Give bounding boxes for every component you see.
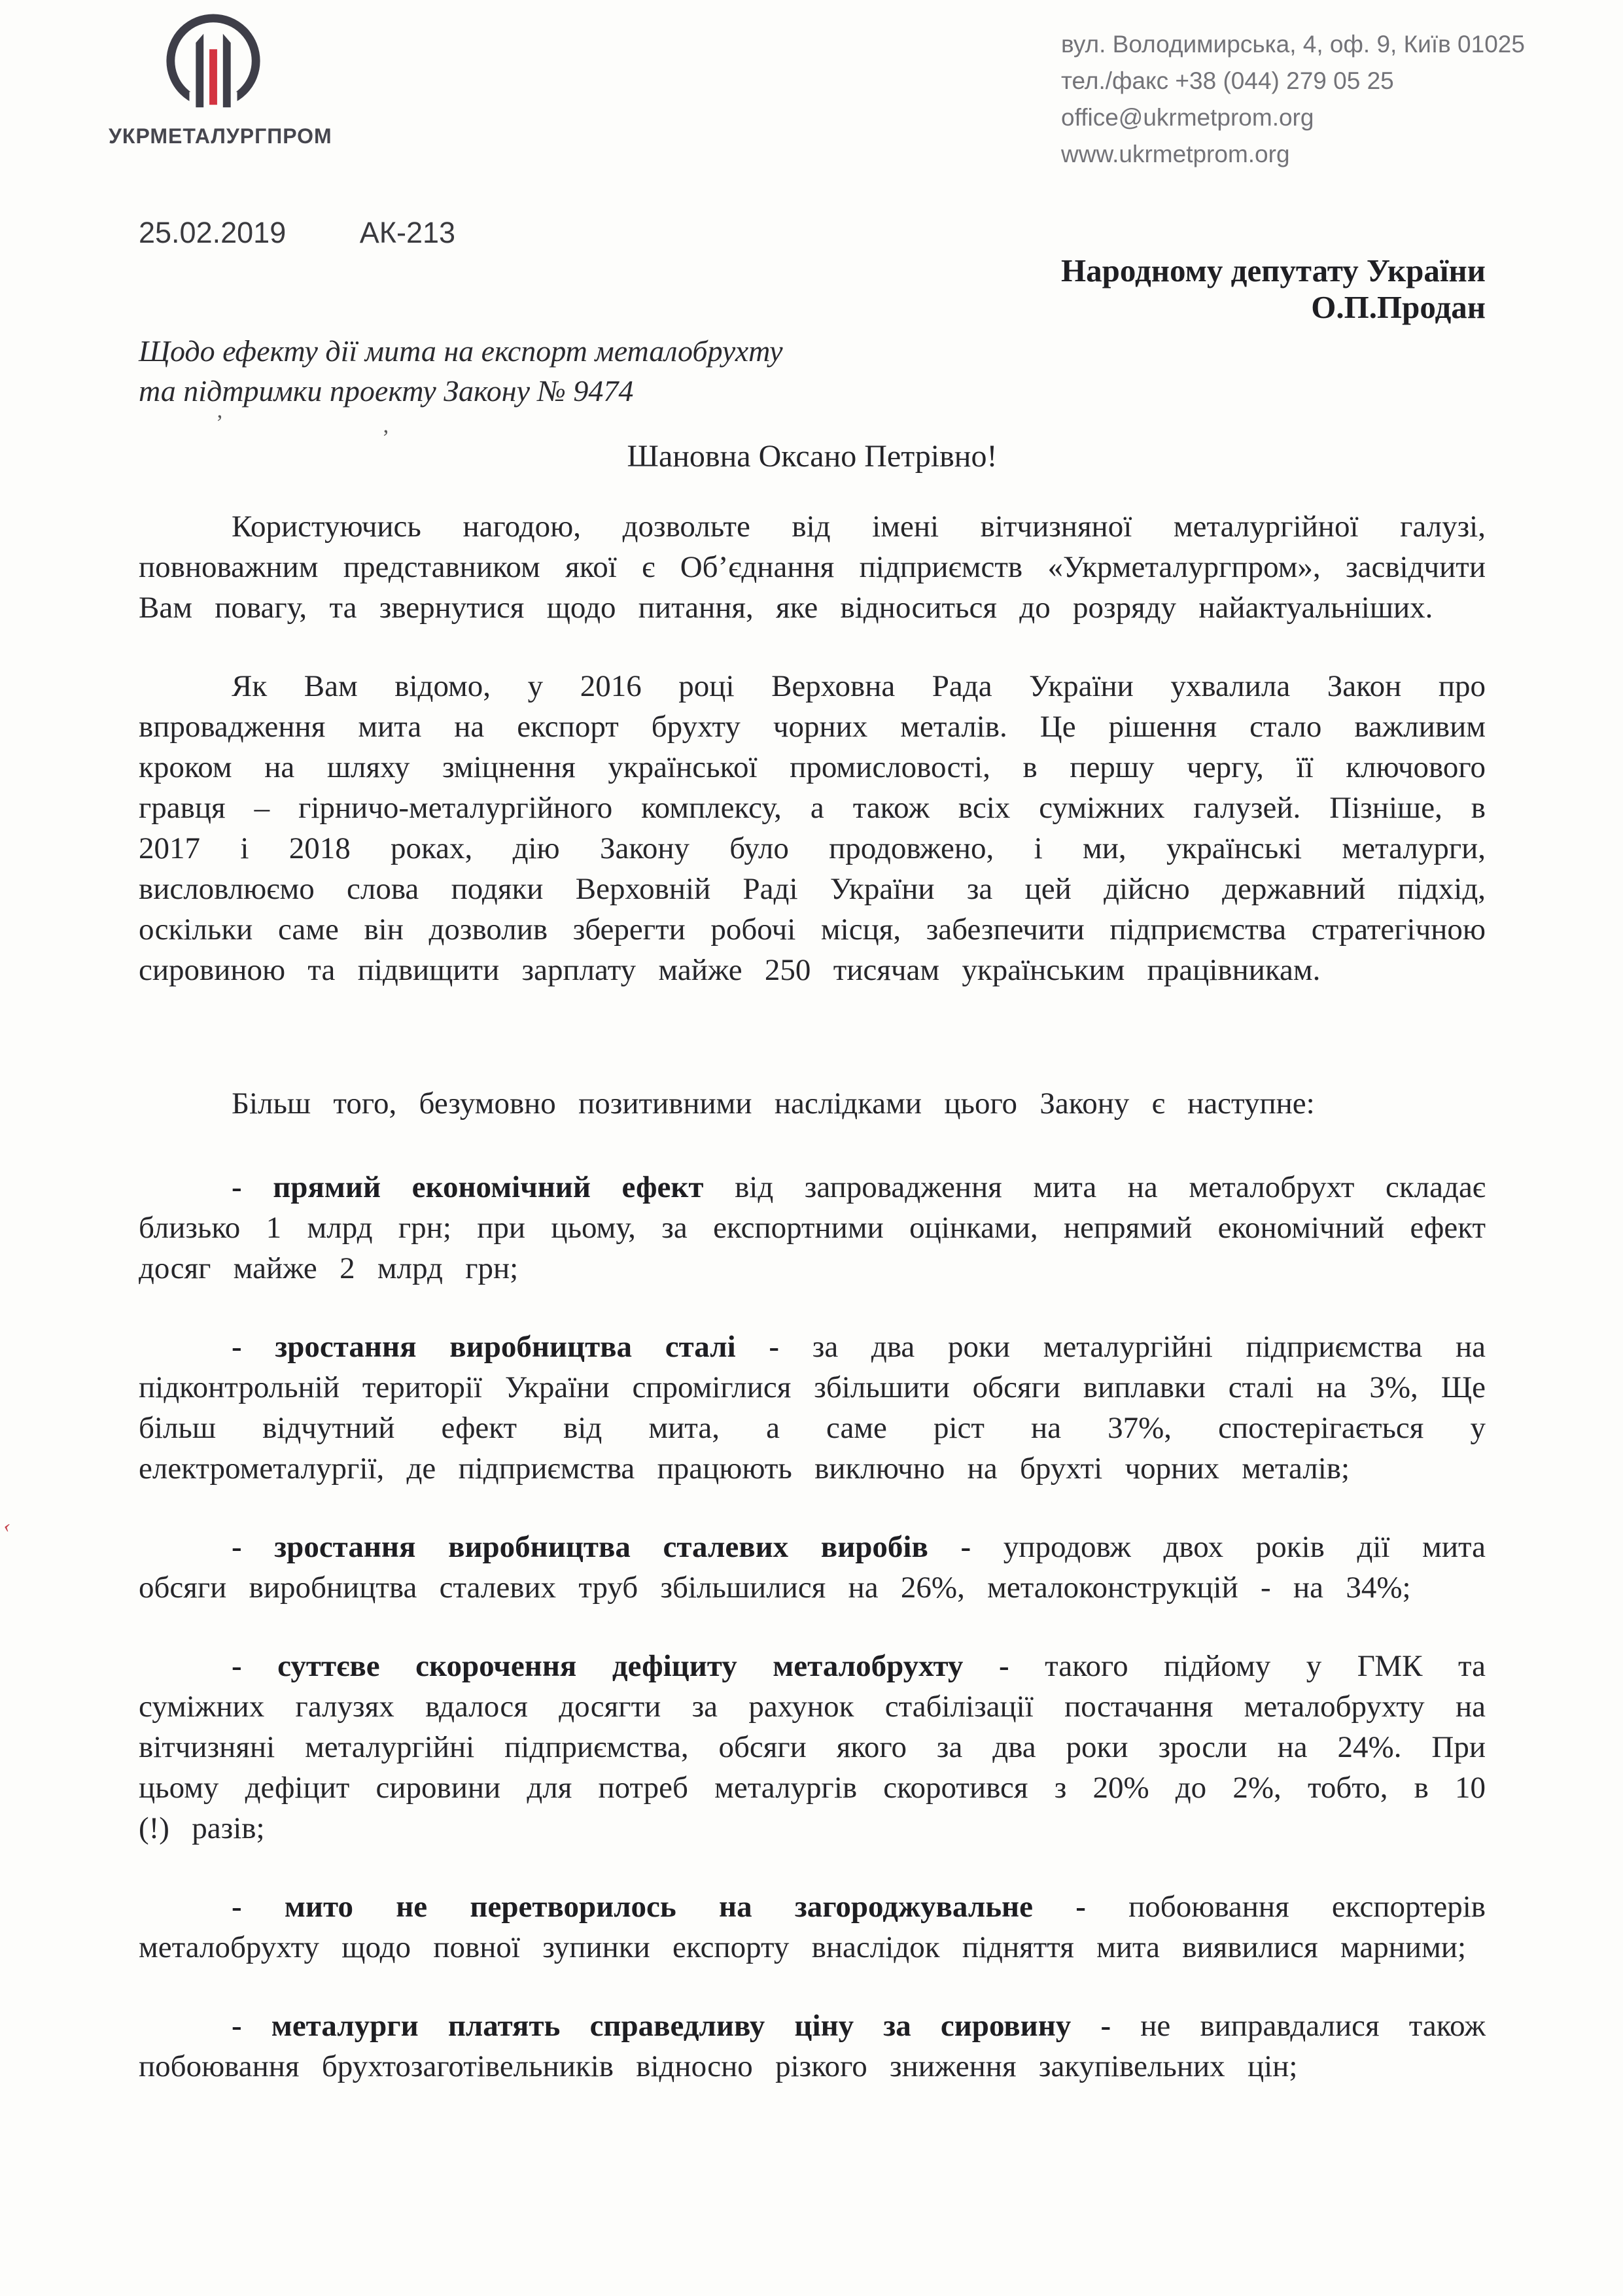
bullet-lead: - металурги платять справедливу ціну за сировину - xyxy=(232,2009,1111,2043)
bullet-rest: такого підйому у ГМК та суміжних галузях вдалося досягти за рахунок стабілізації постачання металобрухту на вітчизняні металургійні підприємства, обсяги якого за два роки зросли на 24%. При цьому дефіцит сировини для потреб металургів скоротився з 20% до 2%, тобто, в 10 (!) разів; xyxy=(139,1649,1486,1845)
recipient-name: О.П.Продан xyxy=(1311,289,1486,325)
bullet-rest: від запровадження мита на металобрухт складає близько 1 млрд грн; при цьому, за експортними оцінками, непрямий економічний ефект досяг майже 2 млрд грн; xyxy=(139,1170,1486,1285)
meta-row xyxy=(139,216,1486,250)
bullet-rest: не виправдалися також побоювання брухтозаготівельників відносно різкого зниження закупівельних цін; xyxy=(139,2009,1486,2083)
bullet-scrap-deficit-reduction xyxy=(139,1646,1486,1849)
contact-email: office@ukrmetprom.org xyxy=(1061,104,1314,131)
bullet-fair-price xyxy=(139,2006,1486,2087)
org-name: УКРМЕТАЛУРГПРОМ xyxy=(109,124,332,148)
bullet-steel-production-growth xyxy=(139,1327,1486,1489)
bullet-lead: - зростання виробництва сталевих виробів - xyxy=(232,1530,971,1564)
bullet-steel-products-growth xyxy=(139,1527,1486,1608)
scan-artifact-row xyxy=(139,411,1486,438)
bullet-rest: побоювання експортерів металобрухту щодо повної зупинки експорту внаслідок підняття мита виявилися марними; xyxy=(139,1890,1486,1964)
bullet-rest: упродовж двох років дії мита обсяги виробництва сталевих труб збільшилися на 26%, металоконструкцій - на 34%; xyxy=(139,1530,1486,1605)
contact-address: вул. Володимирська, 4, оф. 9, Київ 01025 xyxy=(1061,31,1525,58)
bullet-duty-not-prohibitive xyxy=(139,1887,1486,1968)
contact-phone: тел./факс +38 (044) 279 05 25 xyxy=(1061,67,1394,94)
letter-ref-number: АК-213 xyxy=(359,216,456,249)
bullet-lead: - суттєве скорочення дефіциту металобрухту - xyxy=(232,1649,1009,1683)
contact-website: www.ukrmetprom.org xyxy=(1061,141,1290,167)
bullet-lead: - мито не перетворилось на загороджувальне - xyxy=(232,1890,1086,1924)
recipient-title: Народному депутату України xyxy=(1060,252,1486,288)
recipient-block xyxy=(139,252,1486,326)
paragraph-law-history: Як Вам відомо, у 2016 році Верховна Рада України ухвалила Закон про впровадження мита на експорт брухту чорних металів. Це рішення стало важливим кроком на шляху зміцнення української промисловості, в першу чергу, її ключового гравця – гірничо-металургійного комплексу, а також всіх суміжних галузей. Пізніше, в 2017 і 2018 роках, дію Закону було продовжено, і ми, українські металурги, висловлюємо слова подяки Верховній Раді України за цей дійсно державний підхід, оскільки саме він дозволив зберегти робочі місця, забезпечити підприємства стратегічною сировиною та підвищити зарплату майже 250 тисячам українським працівникам. xyxy=(139,669,1486,987)
salutation: Шановна Оксано Петрівно! xyxy=(627,439,998,474)
bullet-lead: - прямий економічний ефект xyxy=(232,1170,704,1204)
subject-block xyxy=(139,331,1486,411)
subject-line-2: та підтримки проекту Закону № 9474 xyxy=(139,374,634,408)
scan-artifact: ‹ xyxy=(1,1514,13,1537)
bullet-rest: за два роки металургійні підприємства на підконтрольній території України спроміглися збільшити обсяги виплавки сталі на 3%, Ще більш відчутний ефект від мита, а саме ріст на 37%, спостерігається у електрометалургії, де підприємства працюють виключно на брухті чорних металів; xyxy=(139,1330,1486,1486)
paragraph-opening: Користуючись нагодою, дозвольте від імені вітчизняної металургійної галузі, повноважним представником якої є Об’єднання підприємств «Укрметалургпром», засвідчити Вам повагу, та звернутися щодо питання, яке відноситься до розряду найактуальніших. xyxy=(139,510,1486,625)
scan-artifact: ’ xyxy=(216,411,224,435)
paragraph-intro-list: Більш того, безумовно позитивними наслідками цього Закону є наступне: xyxy=(232,1087,1315,1121)
subject-line-1: Щодо ефекту дії мита на експорт металобрухту xyxy=(139,334,783,368)
bullet-direct-economic-effect xyxy=(139,1167,1486,1289)
scan-artifact: ‚ xyxy=(382,413,390,438)
bullet-lead: - зростання виробництва сталі - xyxy=(232,1330,780,1364)
letter-date: 25.02.2019 xyxy=(139,216,287,249)
